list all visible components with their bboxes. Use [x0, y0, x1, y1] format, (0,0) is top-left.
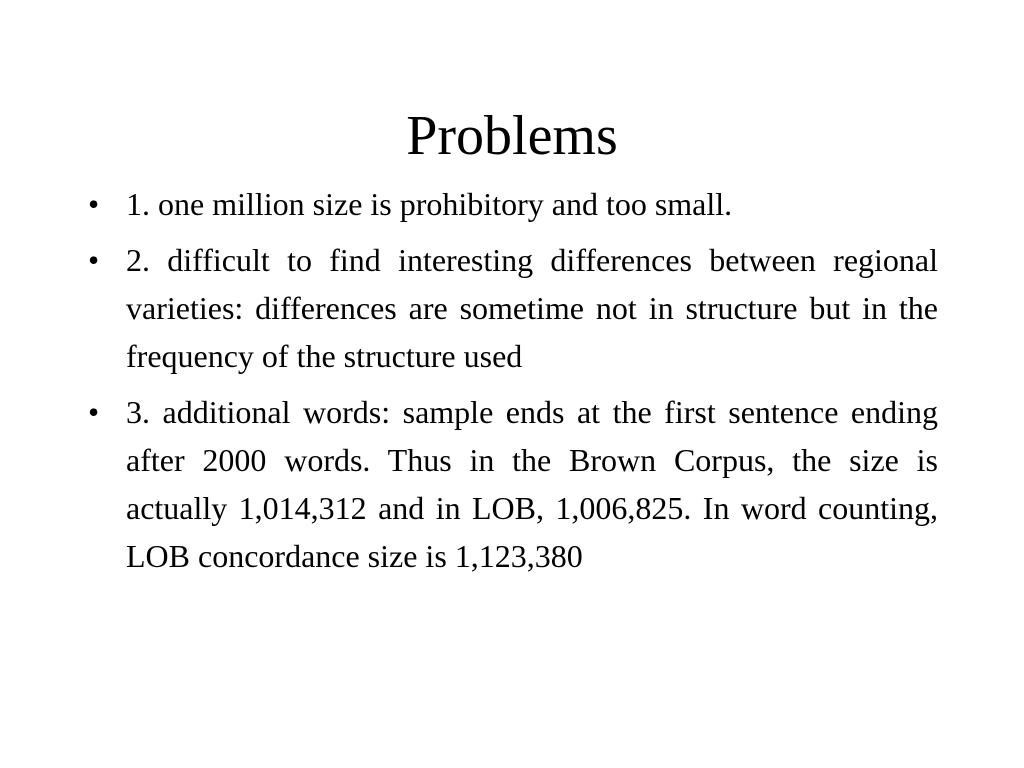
slide-title: Problems	[406, 105, 618, 167]
bullet-marker: •	[88, 242, 100, 278]
bullet-item-2	[88, 236, 938, 380]
bullet-text-2: 2. difficult to find interesting differences between regional varieties: differences are sometime not in structure but in the frequency of the structure used	[126, 242, 938, 374]
bullet-text-3: 3. additional words: sample ends at the first sentence ending after 2000 words. Thus in the Brown Corpus, the size is actually 1,014,312 and in LOB, 1,006,825. In word counting, LOB concordance size is 1,123,380	[126, 394, 938, 574]
bullet-marker: •	[88, 394, 100, 430]
bullet-item-1	[88, 180, 938, 228]
bullet-list	[88, 180, 938, 588]
bullet-marker: •	[88, 186, 100, 222]
bullet-text-1: 1. one million size is prohibitory and too small.	[126, 186, 733, 222]
bullet-item-3	[88, 388, 938, 580]
